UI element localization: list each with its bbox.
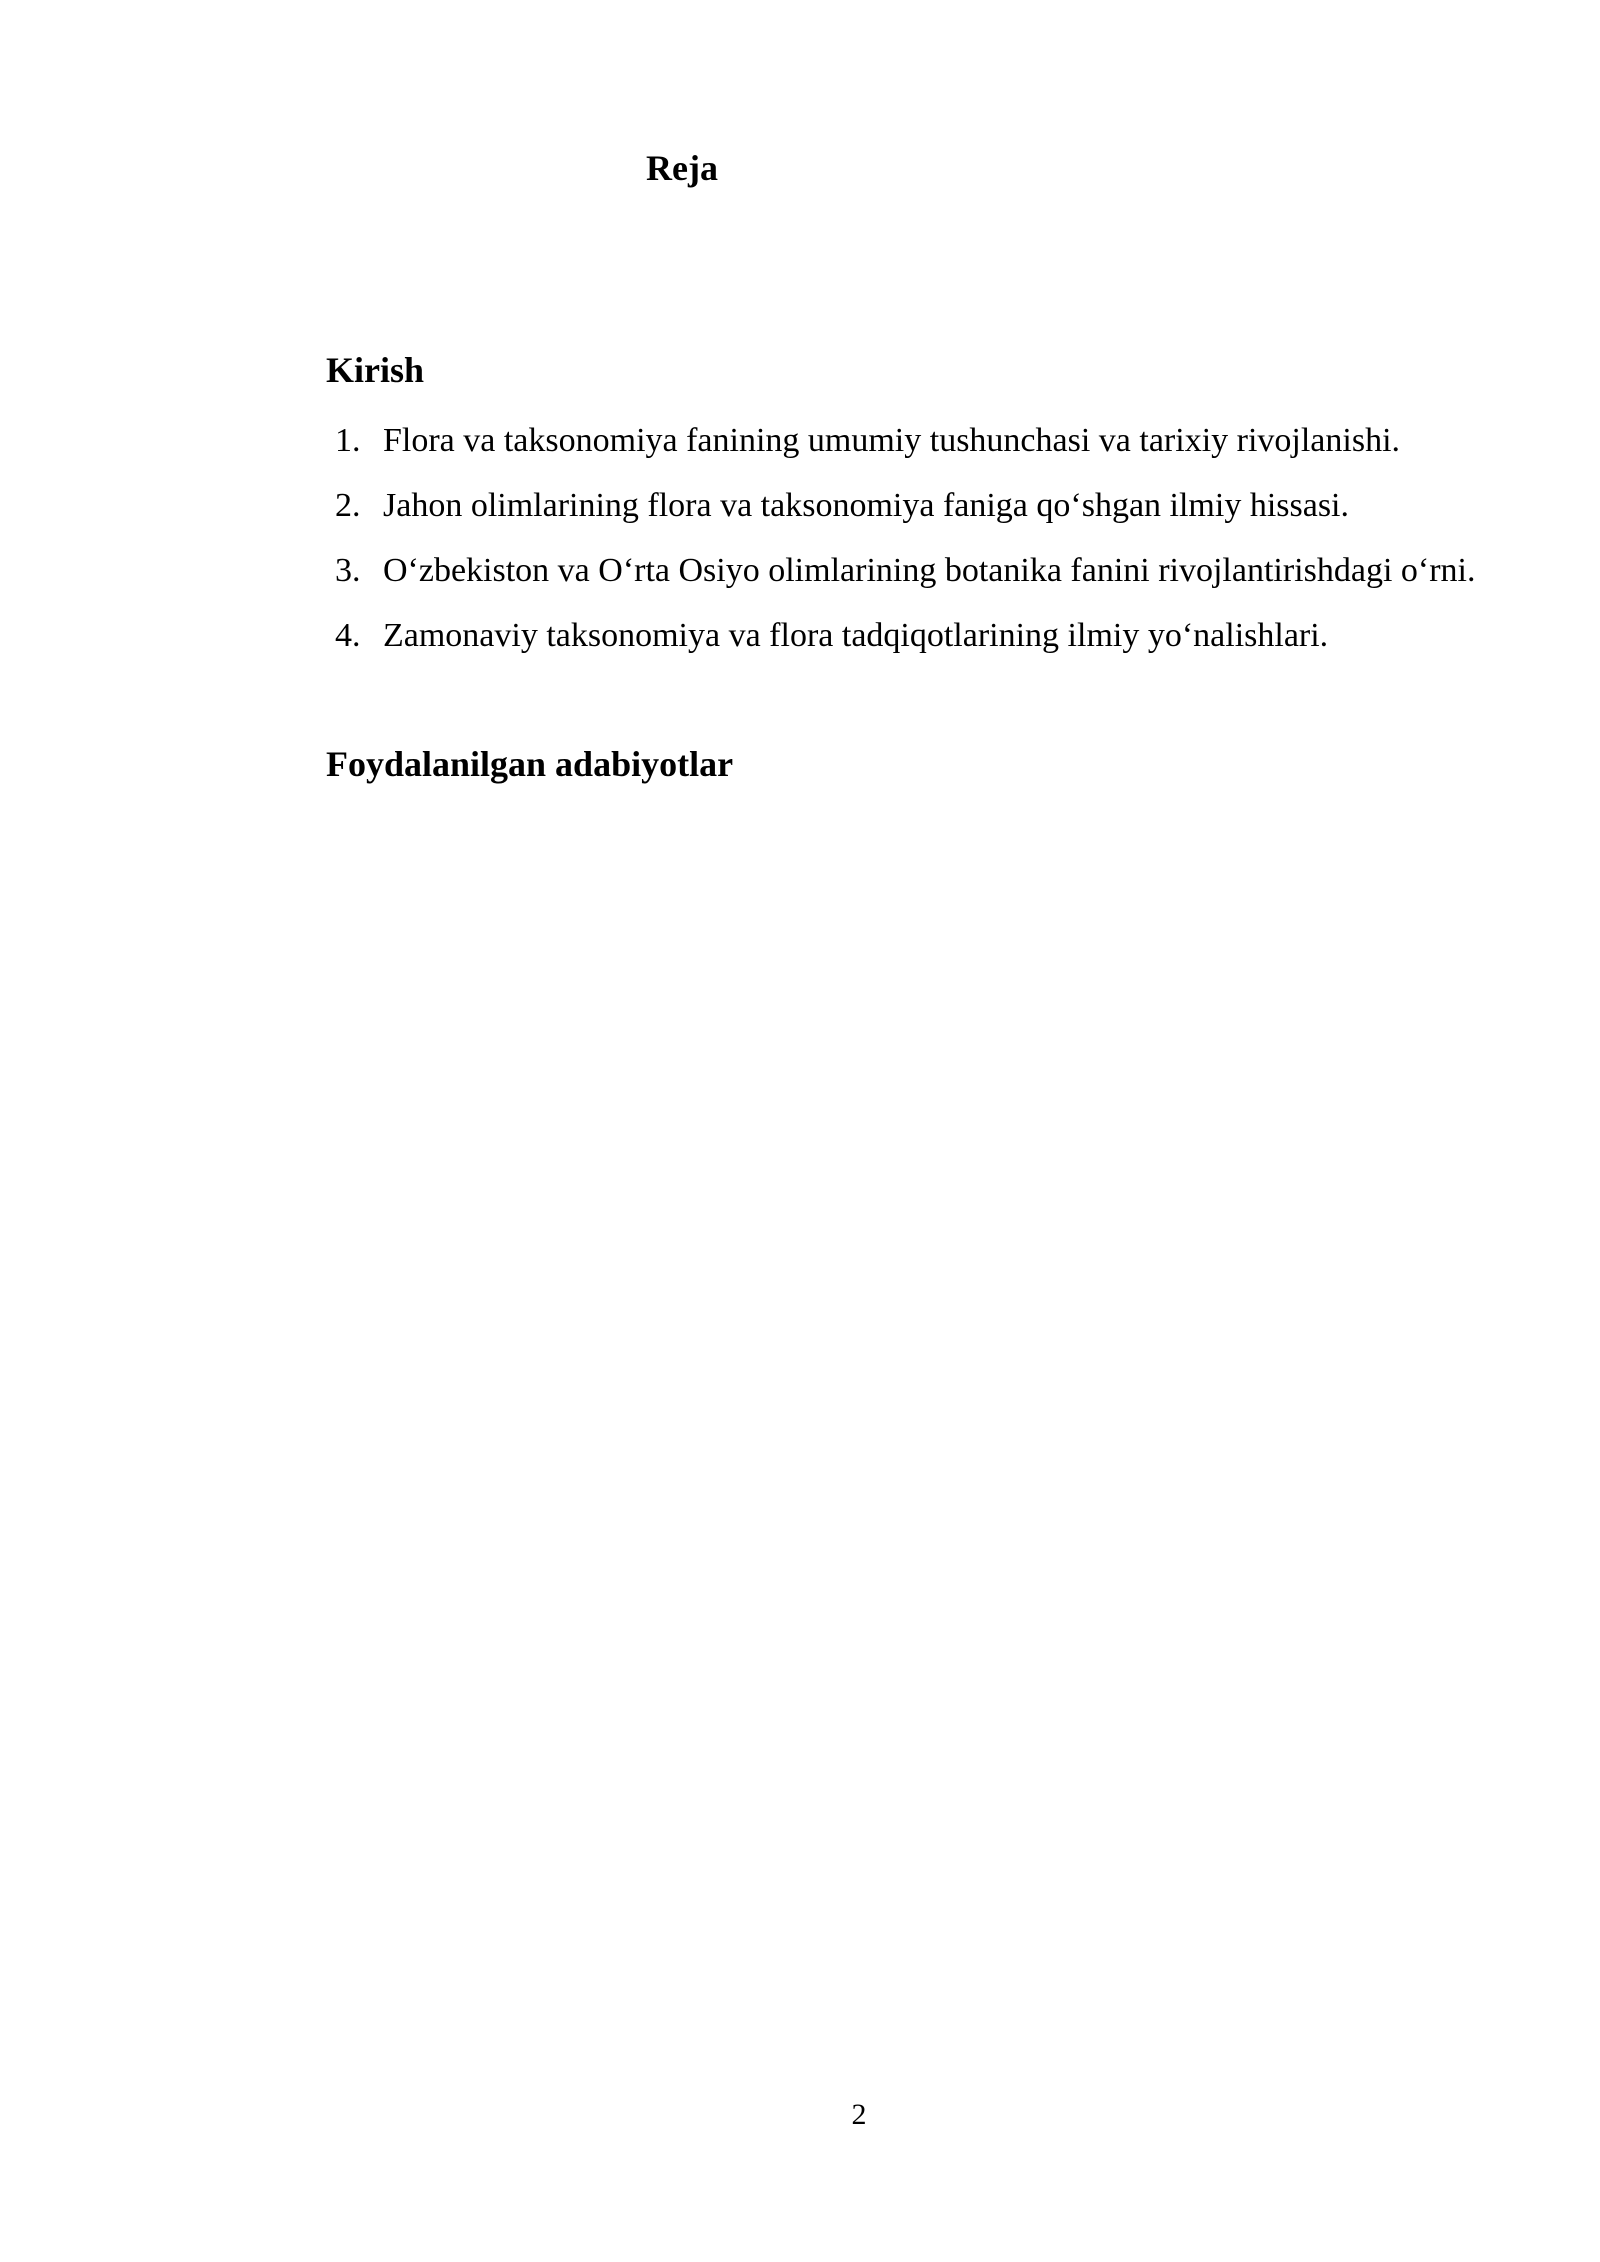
plan-item-number: 2. — [335, 487, 361, 524]
plan-content — [326, 346, 1502, 788]
page-title: Reja — [646, 148, 718, 188]
plan-item-4 — [326, 603, 1502, 668]
plan-item-1 — [326, 408, 1502, 473]
plan-list — [326, 408, 1502, 668]
plan-item-3 — [326, 538, 1502, 603]
references-heading: Foydalanilgan adabiyotlar — [326, 744, 734, 784]
plan-item-number: 4. — [335, 617, 361, 654]
page-number: 2 — [851, 2098, 867, 2131]
intro-heading: Kirish — [326, 350, 425, 390]
plan-item-number: 1. — [335, 422, 361, 459]
plan-item-text: Flora va taksonomiya fanining umumiy tushunchasi va tarixiy rivojlanishi. — [383, 422, 1401, 459]
plan-item-2 — [326, 473, 1502, 538]
plan-item-text: Zamonaviy taksonomiya va flora tadqiqotlarining ilmiy yo‘nalishlari. — [383, 617, 1329, 654]
plan-item-number: 3. — [335, 552, 361, 589]
plan-item-text: Jahon olimlarining flora va taksonomiya faniga qo‘shgan ilmiy hissasi. — [383, 487, 1349, 524]
plan-item-text: O‘zbekiston va O‘rta Osiyo olimlarining botanika fanini rivojlantirishdagi o‘rni. — [383, 552, 1476, 589]
